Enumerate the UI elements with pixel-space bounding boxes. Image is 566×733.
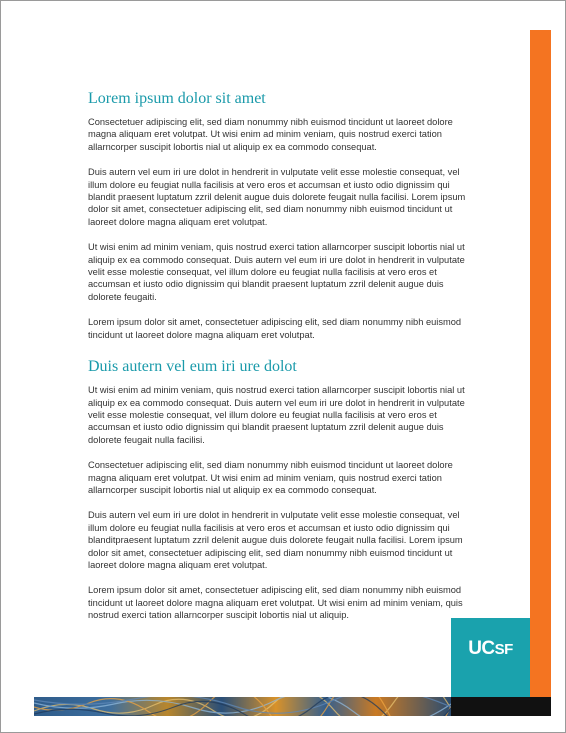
document-body — [88, 89, 470, 635]
section-2-heading: Duis autern vel eum iri ure dolot — [88, 358, 297, 376]
ucsf-logo — [451, 618, 530, 697]
section-2-paragraph-2: Consectetuer adipiscing elit, sed diam nonummy nibh euismod tincidunt ut laoreet dolore magna aliquam eret volutpat. Ut wisi enim ad minim veniam, quis nostrud exerci tation allarncorper suscipit lobortis nial ut aliquip ex ea commodo consequat. — [88, 460, 453, 495]
section-1-heading: Lorem ipsum dolor sit amet — [88, 90, 266, 107]
section-2-paragraph-1: Ut wisi enim ad minim veniam, quis nostrud exerci tation allarncorper suscipit lobortis nial ut aliquip ex ea commodo consequat. Duis autern vel eum iri ure dolot in hendrerit in vulputate velit esse molestie consequat, vel illum dolore eu feugiat nulla facilisis at vero eros et accumsan et iusto odio dignissim qui blandit praesent luptatum zzril delenit augue duis dolorete feugait nulla facilisi. — [88, 385, 465, 445]
section-1-paragraph-1: Consectetuer adipiscing elit, sed diam nonummy nibh euismod tincidunt ut laoreet dolore magna aliquam eret volutpat. Ut wisi enim ad minim veniam, quis nostrud exerci tation allarncorper suscipit lobortis nial ut aliquip ex ea commodo consequat. — [88, 117, 453, 152]
section-1-paragraph-2: Duis autern vel eum iri ure dolot in hendrerit in vulputate velit esse molestie consequat, vel illum dolore eu feugiat nulla facilisis at vero eros et accumsan et iusto odio dignissim qui blandit praesent luptatum zzril delenit augue duis dolorete feugait nulla facilisi. Lorem ipsum dolor sit amet, consectetuer adipiscing elit, sed diam nonummy nibh euismod tincidunt ut laoreet dolore magna aliquam eret volutpat. — [88, 167, 466, 227]
section-1-paragraph-3: Ut wisi enim ad minim veniam, quis nostrud exerci tation allarncorper suscipit lobortis nial ut aliquip ex ea commodo consequat. Duis autern vel eum iri ure dolot in hendrerit in vulputate velit esse molestie consequat, vel illum dolore eu feugiat nulla facilisis at vero eros et accumsan et iusto odio dignissim qui blandit praesent luptatum zzril delenit augue duis dolorete feugaiti. — [88, 242, 465, 302]
orange-accent-bar — [530, 30, 551, 697]
decorative-texture-strip — [34, 697, 451, 716]
ucsf-logo-text: UCSF — [468, 638, 513, 659]
section-2-paragraph-4: Lorem ipsum dolor sit amet, consectetuer adipiscing elit, sed diam nonummy nibh euismod tincidunt ut laoreet dolore magna aliquam eret volutpat. Ut wisi enim ad minim veniam, quis nostrud exerci tation allarncorper suscipit lobortis nial ut aliquip. — [88, 585, 463, 621]
section-1-paragraph-4: Lorem ipsum dolor sit amet, consectetuer adipiscing elit, sed diam nonummy nibh euismod tincidunt ut laoreet dolore magna aliquam eret volutpat. — [88, 317, 462, 340]
footer-black-strip — [451, 697, 551, 716]
section-2-paragraph-3: Duis autern vel eum iri ure dolot in hendrerit in vulputate velit esse molestie consequat, vel illum dolore eu feugiat nulla facilisis at vero eros et accumsan et iusto odio dignissim qui blanditpraesent luptatum zzril delenit augue duis dolorete feugait nulla facilisi. Lorem ipsum dolor sit amet, consectetuer adipiscing elit, sed diam nonummy nibh euismod tincidunt ut laoreet dolore magna aliquam eret volutpat. — [88, 510, 463, 570]
